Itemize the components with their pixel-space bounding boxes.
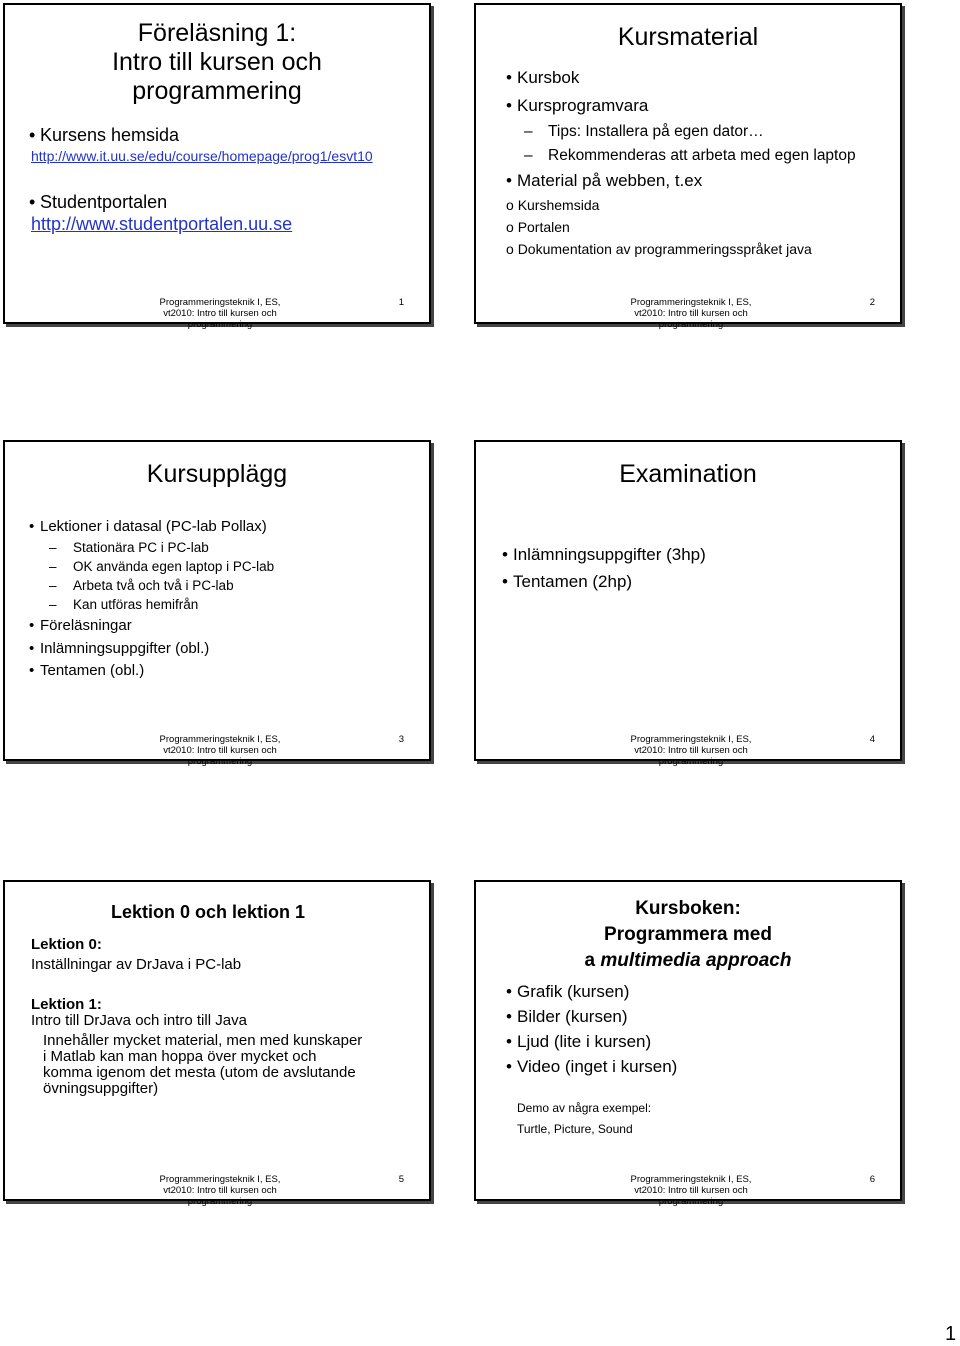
slide-title: Kursupplägg	[146, 460, 288, 488]
lesson-text: Inställningar av DrJava i PC-lab	[31, 956, 242, 973]
slide-footer: Programmeringsteknik I, ES, vt2010: Intro till kursen och programmering 2	[630, 297, 875, 330]
bullet-item: • Kursprogramvara	[506, 96, 648, 116]
slide-number: 2	[869, 297, 875, 308]
dash-item: – OK använda egen laptop i PC-lab	[49, 559, 274, 574]
slide-footer: Programmeringsteknik I, ES, vt2010: Intro till kursen och programmering 5	[159, 1174, 404, 1207]
sub-item: o Portalen	[506, 219, 570, 235]
slide-footer: Programmeringsteknik I, ES, vt2010: Intro till kursen och programmering 4	[630, 734, 875, 767]
lesson-text: Intro till DrJava och intro till Java	[31, 1012, 247, 1029]
bullet-item: • Kursens hemsida	[29, 125, 179, 146]
sub-item: o Kurshemsida	[506, 197, 600, 213]
dash-item: – Rekommenderas att arbeta med egen laptop	[524, 147, 856, 165]
page-number: 1	[945, 1323, 957, 1345]
slide-number: 4	[869, 734, 875, 745]
lesson-note: i Matlab kan man hoppa över mycket och	[43, 1048, 317, 1065]
slide-number: 6	[869, 1174, 875, 1185]
bullet-item: • Bilder (kursen)	[506, 1007, 628, 1027]
slide-title: Kursmaterial	[617, 23, 759, 51]
bullet-item: • Tentamen (obl.)	[29, 662, 144, 679]
dash-item: – Stationära PC i PC-lab	[49, 540, 209, 555]
lesson-note: Innehåller mycket material, men med kunskaper	[43, 1032, 363, 1049]
lesson-note: komma igenom det mesta (utom de avslutande	[43, 1064, 356, 1081]
slide-title: Lektion 0 och lektion 1	[111, 902, 306, 922]
dash-item: – Arbeta två och två i PC-lab	[49, 578, 234, 593]
lesson-note: övningsuppgifter)	[43, 1080, 159, 1097]
demo-note: Demo av några exempel:	[517, 1101, 652, 1115]
slide-4	[474, 440, 902, 767]
slide-number: 5	[398, 1174, 404, 1185]
sub-item: o Dokumentation av programmeringsspråket java	[506, 241, 812, 257]
slide-6	[474, 880, 902, 1207]
slide-title: Examination	[619, 460, 757, 488]
dash-item: – Kan utföras hemifrån	[49, 597, 198, 612]
bullet-item: • Studentportalen	[29, 192, 167, 213]
demo-note: Turtle, Picture, Sound	[517, 1122, 633, 1136]
bullet-item: • Material på webben, t.ex	[506, 171, 702, 191]
lesson-heading: Lektion 1:	[31, 996, 102, 1013]
slide-title: Kursboken: Programmera med a multimedia approach	[584, 898, 792, 971]
slide-footer: Programmeringsteknik I, ES, vt2010: Intro till kursen och programmering 1	[159, 297, 404, 330]
bullet-item: • Ljud (lite i kursen)	[506, 1032, 651, 1052]
slide-number: 1	[398, 297, 404, 308]
bullet-item: • Inlämningsuppgifter (obl.)	[29, 640, 209, 657]
slide-title: Föreläsning 1: Intro till kursen och programmering	[112, 19, 322, 105]
slide-number: 3	[398, 734, 404, 745]
bullet-item: • Video (inget i kursen)	[506, 1057, 677, 1077]
slide-5	[3, 880, 431, 1207]
bullet-item: • Kursbok	[506, 68, 579, 88]
bullet-item: • Lektioner i datasal (PC-lab Pollax)	[29, 518, 267, 535]
lesson-heading: Lektion 0:	[31, 936, 102, 953]
slide-2	[474, 3, 902, 330]
slide-3	[3, 440, 431, 767]
slide-footer: Programmeringsteknik I, ES, vt2010: Intro till kursen och programmering 3	[159, 734, 404, 767]
bullet-item: • Inlämningsuppgifter (3hp)	[502, 545, 706, 565]
slide-footer: Programmeringsteknik I, ES, vt2010: Intro till kursen och programmering 6	[630, 1174, 875, 1207]
bullet-item: • Tentamen (2hp)	[502, 572, 632, 592]
bullet-item: • Grafik (kursen)	[506, 982, 629, 1002]
slide-1	[3, 3, 431, 330]
course-homepage-link[interactable]: http://www.it.uu.se/edu/course/homepage/prog1/esvt10	[31, 148, 373, 164]
studentportal-link[interactable]: http://www.studentportalen.uu.se	[31, 214, 293, 234]
bullet-item: • Föreläsningar	[29, 617, 132, 634]
dash-item: – Tips: Installera på egen dator…	[524, 123, 764, 141]
